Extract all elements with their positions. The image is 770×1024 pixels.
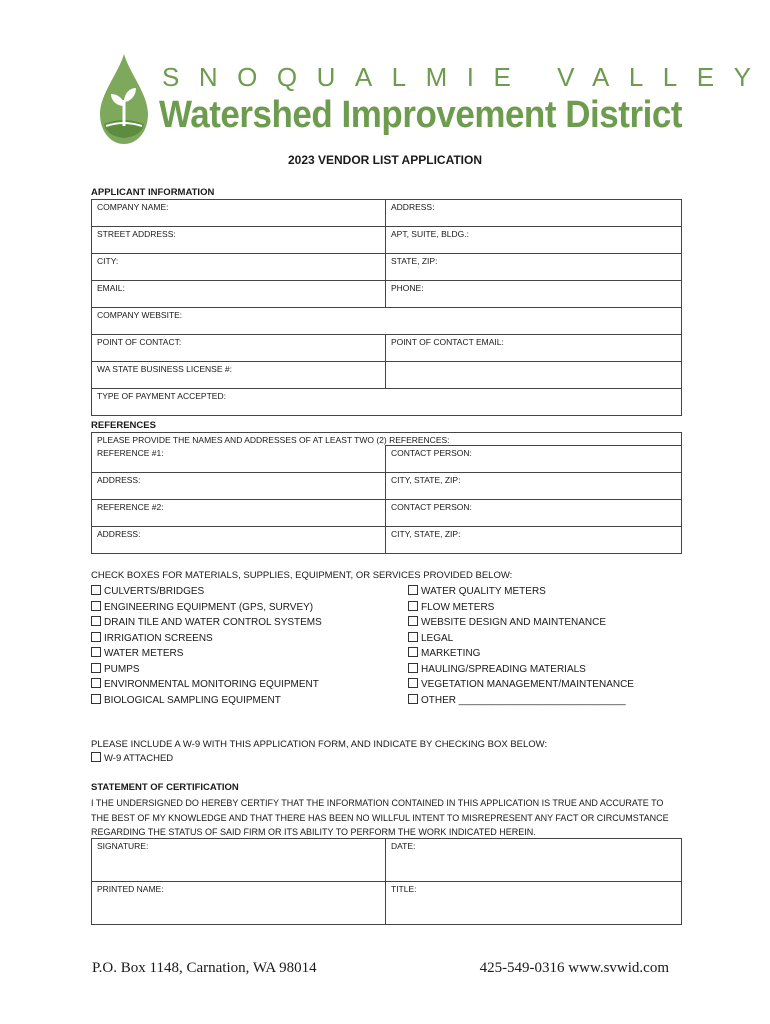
- checkbox-icon[interactable]: [91, 752, 101, 762]
- checkbox-item[interactable]: LEGAL: [408, 631, 634, 647]
- checkbox-icon[interactable]: [91, 632, 101, 642]
- city-field[interactable]: CITY:: [92, 254, 386, 281]
- footer-address: P.O. Box 1148, Carnation, WA 98014: [92, 960, 317, 976]
- reference-1-city-field[interactable]: CITY, STATE, ZIP:: [386, 473, 682, 500]
- checkbox-item[interactable]: ENGINEERING EQUIPMENT (GPS, SURVEY): [91, 600, 322, 616]
- checkbox-item[interactable]: WATER METERS: [91, 646, 322, 662]
- phone-field[interactable]: PHONE:: [386, 281, 682, 308]
- apt-suite-field[interactable]: APT, SUITE, BLDG.:: [386, 227, 682, 254]
- references-note: PLEASE PROVIDE THE NAMES AND ADDRESSES OF AT LEAST TWO (2) REFERENCES:: [92, 433, 682, 446]
- reference-2-address-field[interactable]: ADDRESS:: [92, 527, 386, 554]
- checkbox-item[interactable]: IRRIGATION SCREENS: [91, 631, 322, 647]
- point-of-contact-email-field[interactable]: POINT OF CONTACT EMAIL:: [386, 335, 682, 362]
- certification-section-label: STATEMENT OF CERTIFICATION: [91, 782, 239, 793]
- payment-type-field[interactable]: TYPE OF PAYMENT ACCEPTED:: [92, 389, 682, 416]
- checkbox-icon[interactable]: [408, 601, 418, 611]
- services-heading: CHECK BOXES FOR MATERIALS, SUPPLIES, EQUIPMENT, OR SERVICES PROVIDED BELOW:: [91, 570, 513, 581]
- date-field[interactable]: DATE:: [386, 839, 682, 882]
- w9-checkbox-item[interactable]: [91, 752, 681, 767]
- applicant-section-label: APPLICANT INFORMATION: [91, 187, 215, 198]
- checkbox-icon[interactable]: [91, 647, 101, 657]
- checkbox-item[interactable]: HAULING/SPREADING MATERIALS: [408, 662, 634, 678]
- checkbox-item[interactable]: DRAIN TILE AND WATER CONTROL SYSTEMS: [91, 615, 322, 631]
- w9-instruction: PLEASE INCLUDE A W-9 WITH THIS APPLICATION FORM, AND INDICATE BY CHECKING BOX BELOW:: [91, 739, 548, 750]
- checkbox-icon[interactable]: [91, 585, 101, 595]
- references-section-label: REFERENCES: [91, 420, 156, 431]
- printed-name-field[interactable]: PRINTED NAME:: [92, 882, 386, 925]
- certification-statement: I THE UNDERSIGNED DO HEREBY CERTIFY THAT THE INFORMATION CONTAINED IN THIS APPLICATION IS TRUE AND ACCURATE TO THE BEST OF MY KNOWLEDGE AND THAT THERE HAS BEEN NO WILLFUL INTENT TO MISREPRESENT ANY FACT OR CIRCUMSTANCE REGARDING THE STATUS OF SAID FIRM OR ITS ABILITY TO PERFORM THE WORK INDICATED HEREIN.: [91, 798, 669, 837]
- business-license-blank-cell[interactable]: [386, 362, 682, 389]
- point-of-contact-field[interactable]: POINT OF CONTACT:: [92, 335, 386, 362]
- checkbox-icon[interactable]: [408, 694, 418, 704]
- title-field[interactable]: TITLE:: [386, 882, 682, 925]
- checkbox-icon[interactable]: [408, 585, 418, 595]
- district-logo: [96, 52, 770, 152]
- reference-2-city-field[interactable]: CITY, STATE, ZIP:: [386, 527, 682, 554]
- signature-field[interactable]: SIGNATURE:: [92, 839, 386, 882]
- checkbox-item[interactable]: WATER QUALITY METERS: [408, 584, 634, 600]
- checkbox-icon[interactable]: [91, 678, 101, 688]
- business-license-field[interactable]: WA STATE BUSINESS LICENSE #:: [92, 362, 386, 389]
- checkbox-item[interactable]: VEGETATION MANAGEMENT/MAINTENANCE: [408, 677, 634, 693]
- checkbox-icon[interactable]: [91, 663, 101, 673]
- footer-contact: 425-549-0316 www.svwid.com: [479, 960, 669, 976]
- company-website-field[interactable]: COMPANY WEBSITE:: [92, 308, 682, 335]
- reference-1-address-field[interactable]: ADDRESS:: [92, 473, 386, 500]
- page-title: 2023 VENDOR LIST APPLICATION: [287, 153, 483, 167]
- checkbox-item[interactable]: OTHER ______________________________: [408, 693, 634, 709]
- state-zip-field[interactable]: STATE, ZIP:: [386, 254, 682, 281]
- checkbox-item[interactable]: FLOW METERS: [408, 600, 634, 616]
- checkbox-item[interactable]: MARKETING: [408, 646, 634, 662]
- reference-2-field[interactable]: REFERENCE #2:: [92, 500, 386, 527]
- checkbox-item[interactable]: CULVERTS/BRIDGES: [91, 584, 322, 600]
- checkbox-item[interactable]: PUMPS: [91, 662, 322, 678]
- checkbox-icon[interactable]: [408, 616, 418, 626]
- company-name-field[interactable]: COMPANY NAME:: [92, 200, 386, 227]
- water-drop-sprout-icon: [96, 52, 152, 148]
- reference-1-field[interactable]: REFERENCE #1:: [92, 446, 386, 473]
- checkbox-icon[interactable]: [91, 694, 101, 704]
- checkbox-icon[interactable]: [408, 678, 418, 688]
- checkbox-icon[interactable]: [408, 663, 418, 673]
- applicant-table: [91, 199, 682, 416]
- w9-checkbox-label: W-9 ATTACHED: [104, 753, 174, 764]
- checkbox-item[interactable]: ENVIRONMENTAL MONITORING EQUIPMENT: [91, 677, 322, 693]
- reference-2-contact-field[interactable]: CONTACT PERSON:: [386, 500, 682, 527]
- references-table: [91, 432, 682, 554]
- logo-text-valley: SNOQUALMIE VALLEY: [162, 62, 770, 92]
- email-field[interactable]: EMAIL:: [92, 281, 386, 308]
- logo-text-district: Watershed Improvement District: [159, 94, 683, 136]
- checkbox-icon[interactable]: [408, 632, 418, 642]
- checkbox-icon[interactable]: [91, 616, 101, 626]
- address-field[interactable]: ADDRESS:: [386, 200, 682, 227]
- services-left-column: [91, 584, 322, 708]
- certification-table: [91, 838, 682, 925]
- services-right-column: [408, 584, 634, 708]
- reference-1-contact-field[interactable]: CONTACT PERSON:: [386, 446, 682, 473]
- street-address-field[interactable]: STREET ADDRESS:: [92, 227, 386, 254]
- checkbox-icon[interactable]: [408, 647, 418, 657]
- checkbox-icon[interactable]: [91, 601, 101, 611]
- checkbox-item[interactable]: WEBSITE DESIGN AND MAINTENANCE: [408, 615, 634, 631]
- checkbox-item[interactable]: BIOLOGICAL SAMPLING EQUIPMENT: [91, 693, 322, 709]
